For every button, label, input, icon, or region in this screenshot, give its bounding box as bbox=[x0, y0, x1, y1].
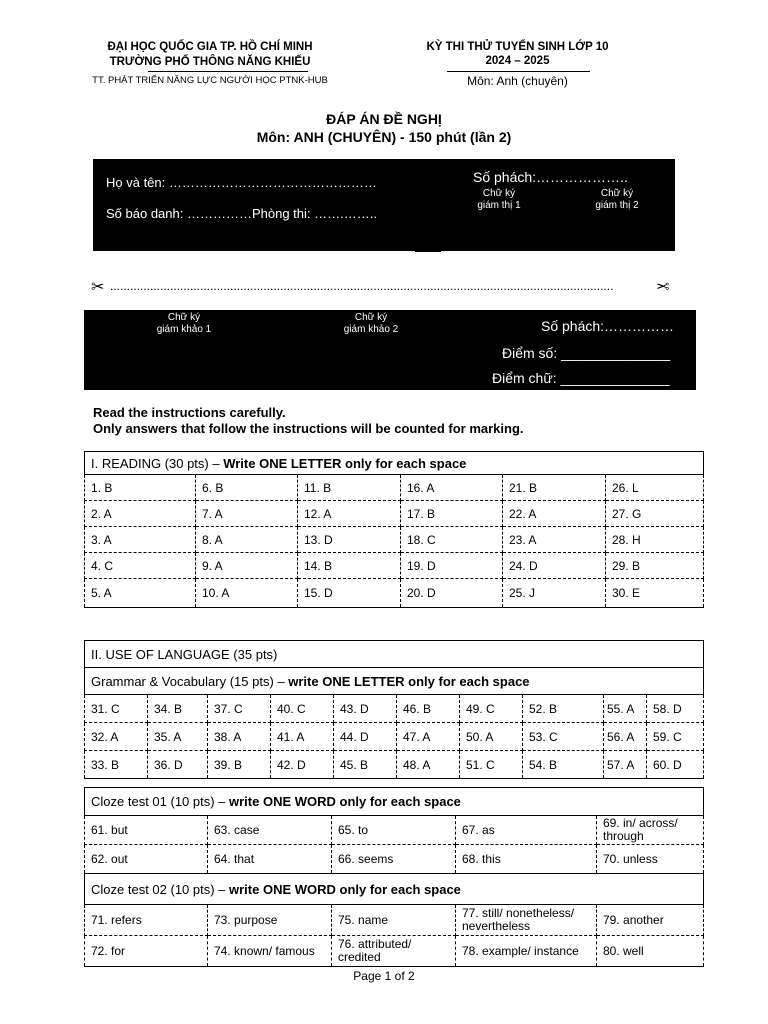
answer-cell: 16. A bbox=[401, 475, 503, 501]
answer-cell: 70. unless bbox=[597, 845, 704, 874]
scissor-right-icon: ✂ bbox=[656, 279, 670, 296]
school-center: TT. PHÁT TRIỂN NĂNG LỰC NGƯỜI HỌC PTNK-HUB bbox=[92, 75, 328, 86]
answer-cell: 6. B bbox=[196, 475, 298, 501]
answer-cell: 39. B bbox=[208, 751, 271, 779]
exam-name: KỲ THI THỬ TUYỂN SINH LỚP 10 bbox=[426, 41, 609, 53]
instruction-line-1: Read the instructions carefully. bbox=[93, 405, 286, 420]
answer-cell: 45. B bbox=[334, 751, 397, 779]
answer-cell: 44. D bbox=[334, 723, 397, 751]
school-university: ĐẠI HỌC QUỐC GIA TP. HỒ CHÍ MINH bbox=[107, 41, 313, 53]
answer-cell: 59. C bbox=[647, 723, 704, 751]
answer-cell: 65. to bbox=[332, 816, 456, 845]
cloze-answer-table bbox=[84, 787, 704, 967]
use-of-language-title: II. USE OF LANGUAGE (35 pts) bbox=[85, 641, 704, 668]
answer-cell: 79. another bbox=[597, 905, 704, 936]
answer-cell: 10. A bbox=[196, 579, 298, 608]
marker-2-signature: Chữ ký giám khảo 2 bbox=[343, 312, 399, 335]
cut-line: ....................................................................................................................................................... bbox=[110, 279, 614, 293]
table-row bbox=[85, 579, 704, 608]
answer-cell: 23. A bbox=[503, 527, 606, 553]
invigilator-2-signature: Chữ ký giám thị 2 bbox=[595, 188, 639, 211]
answer-cell: 50. A bbox=[460, 723, 523, 751]
marker-so-phach-label: Số phách:…………… bbox=[541, 318, 675, 334]
answer-cell: 77. still/ nonetheless/ nevertheless bbox=[456, 905, 597, 936]
answer-cell: 22. A bbox=[503, 501, 606, 527]
answer-cell: 25. J bbox=[503, 579, 606, 608]
answer-cell: 9. A bbox=[196, 553, 298, 579]
id-room-field-label: Số báo danh: ……………Phòng thi: …….…….. bbox=[106, 206, 377, 221]
school-name: TRƯỜNG PHỔ THÔNG NĂNG KHIẾU bbox=[109, 56, 311, 68]
answer-cell: 37. C bbox=[208, 695, 271, 723]
marker-box bbox=[84, 310, 696, 390]
answer-cell: 43. D bbox=[334, 695, 397, 723]
answer-cell: 69. in/ across/ through bbox=[597, 816, 704, 845]
answer-cell: 52. B bbox=[523, 695, 604, 723]
answer-cell: 2. A bbox=[85, 501, 196, 527]
answer-cell: 49. C bbox=[460, 695, 523, 723]
exam-subject: Môn: Anh (chuyên) bbox=[467, 74, 568, 88]
answer-cell: 36. D bbox=[148, 751, 208, 779]
header-left-rule bbox=[148, 71, 308, 72]
page-title: ĐÁP ÁN ĐỀ NGHỊ bbox=[326, 111, 442, 127]
answer-cell: 11. B bbox=[298, 475, 401, 501]
answer-cell: 55. A bbox=[604, 695, 647, 723]
answer-cell: 71. refers bbox=[85, 905, 208, 936]
answer-cell: 17. B bbox=[401, 501, 503, 527]
reading-section-title: I. READING (30 pts) – Write ONE LETTER only for each space bbox=[85, 452, 704, 475]
answer-cell: 78. example/ instance bbox=[456, 936, 597, 967]
answer-cell: 19. D bbox=[401, 553, 503, 579]
table-row bbox=[85, 751, 704, 779]
score-number-field: Điểm số: ______________ bbox=[502, 345, 671, 361]
answer-cell: 21. B bbox=[503, 475, 606, 501]
answer-cell: 4. C bbox=[85, 553, 196, 579]
marker-1-signature: Chữ ký giám khảo 1 bbox=[156, 312, 212, 335]
cloze1-section-title: Cloze test 01 (10 pts) – write ONE WORD only for each space bbox=[85, 788, 704, 816]
answer-cell: 12. A bbox=[298, 501, 401, 527]
answer-cell: 29. B bbox=[606, 553, 704, 579]
answer-cell: 24. D bbox=[503, 553, 606, 579]
answer-cell: 61. but bbox=[85, 816, 208, 845]
table-row bbox=[85, 936, 704, 967]
answer-cell: 67. as bbox=[456, 816, 597, 845]
answer-cell: 72. for bbox=[85, 936, 208, 967]
answer-cell: 28. H bbox=[606, 527, 704, 553]
answer-cell: 76. attributed/ credited bbox=[332, 936, 456, 967]
answer-cell: 74. known/ famous bbox=[208, 936, 332, 967]
table-row bbox=[85, 527, 704, 553]
table-row bbox=[85, 905, 704, 936]
table-row bbox=[85, 695, 704, 723]
name-field-label: Họ và tên: ………………………………………… bbox=[106, 175, 377, 190]
answer-cell: 26. L bbox=[606, 475, 704, 501]
invigilator-1-signature: Chữ ký giám thị 1 bbox=[477, 188, 521, 211]
cloze2-section-title: Cloze test 02 (10 pts) – write ONE WORD only for each space bbox=[85, 874, 704, 905]
page-number: Page 1 of 2 bbox=[353, 969, 415, 983]
answer-cell: 54. B bbox=[523, 751, 604, 779]
answer-cell: 7. A bbox=[196, 501, 298, 527]
answer-cell: 66. seems bbox=[332, 845, 456, 874]
candidate-box-notch bbox=[415, 251, 441, 252]
scissor-left-icon: ✂ bbox=[91, 279, 105, 296]
answer-cell: 46. B bbox=[397, 695, 460, 723]
reading-answer-table bbox=[84, 451, 704, 608]
answer-cell: 20. D bbox=[401, 579, 503, 608]
answer-cell: 3. A bbox=[85, 527, 196, 553]
answer-cell: 5. A bbox=[85, 579, 196, 608]
so-phach-label: Số phách:……………….. bbox=[473, 169, 628, 185]
answer-cell: 47. A bbox=[397, 723, 460, 751]
answer-cell: 35. A bbox=[148, 723, 208, 751]
answer-cell: 33. B bbox=[85, 751, 148, 779]
answer-cell: 38. A bbox=[208, 723, 271, 751]
use-of-language-table bbox=[84, 640, 704, 779]
answer-cell: 14. B bbox=[298, 553, 401, 579]
answer-cell: 63. case bbox=[208, 816, 332, 845]
answer-cell: 57. A bbox=[604, 751, 647, 779]
table-row bbox=[85, 475, 704, 501]
answer-cell: 58. D bbox=[647, 695, 704, 723]
answer-cell: 18. C bbox=[401, 527, 503, 553]
table-row bbox=[85, 553, 704, 579]
answer-cell: 60. D bbox=[647, 751, 704, 779]
answer-cell: 31. C bbox=[85, 695, 148, 723]
answer-cell: 80. well bbox=[597, 936, 704, 967]
answer-cell: 64. that bbox=[208, 845, 332, 874]
exam-year: 2024 – 2025 bbox=[485, 55, 550, 67]
answer-cell: 73. purpose bbox=[208, 905, 332, 936]
answer-cell: 13. D bbox=[298, 527, 401, 553]
answer-cell: 56. A bbox=[604, 723, 647, 751]
answer-cell: 40. C bbox=[271, 695, 334, 723]
answer-cell: 48. A bbox=[397, 751, 460, 779]
table-row bbox=[85, 816, 704, 845]
table-row bbox=[85, 501, 704, 527]
answer-cell: 30. E bbox=[606, 579, 704, 608]
answer-cell: 41. A bbox=[271, 723, 334, 751]
grammar-section-title: Grammar & Vocabulary (15 pts) – write ONE LETTER only for each space bbox=[85, 668, 704, 695]
table-row bbox=[85, 723, 704, 751]
instruction-line-2: Only answers that follow the instructions will be counted for marking. bbox=[93, 421, 524, 436]
answer-cell: 27. G bbox=[606, 501, 704, 527]
score-words-field: Điểm chữ: ______________ bbox=[492, 370, 670, 386]
answer-cell: 42. D bbox=[271, 751, 334, 779]
answer-cell: 62. out bbox=[85, 845, 208, 874]
answer-cell: 15. D bbox=[298, 579, 401, 608]
table-row bbox=[85, 845, 704, 874]
answer-cell: 8. A bbox=[196, 527, 298, 553]
answer-cell: 68. this bbox=[456, 845, 597, 874]
answer-cell: 75. name bbox=[332, 905, 456, 936]
answer-cell: 53. C bbox=[523, 723, 604, 751]
answer-cell: 32. A bbox=[85, 723, 148, 751]
answer-cell: 51. C bbox=[460, 751, 523, 779]
answer-cell: 34. B bbox=[148, 695, 208, 723]
candidate-info-box bbox=[93, 159, 675, 251]
header-right-rule bbox=[447, 71, 590, 72]
page-subtitle: Môn: ANH (CHUYÊN) - 150 phút (lần 2) bbox=[256, 129, 512, 145]
answer-cell: 1. B bbox=[85, 475, 196, 501]
